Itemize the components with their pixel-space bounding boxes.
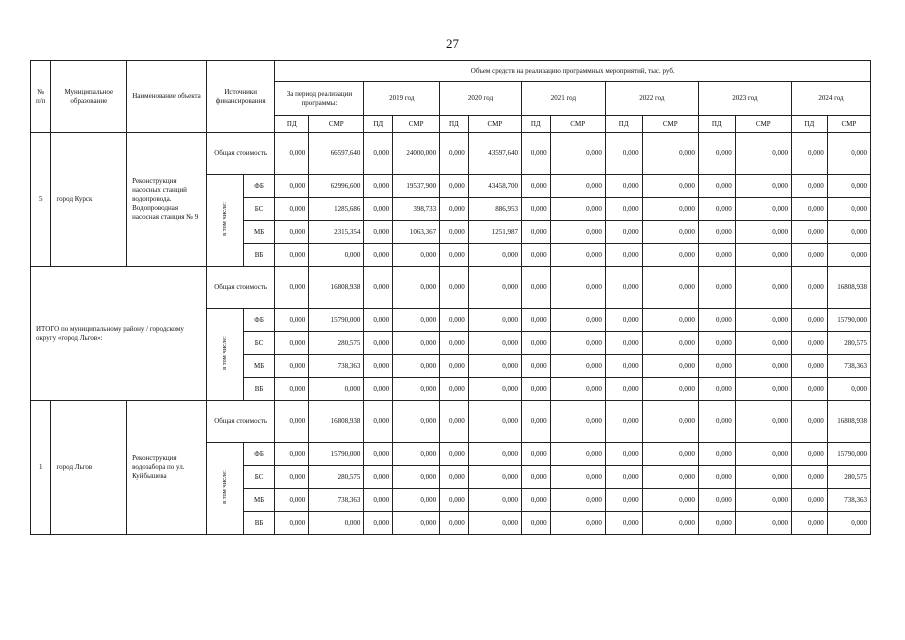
value-cell: 0,000 bbox=[791, 244, 827, 267]
value-cell: 0,000 bbox=[827, 378, 870, 401]
value-cell: 0,000 bbox=[440, 221, 469, 244]
value-cell: 0,000 bbox=[735, 267, 791, 309]
value-cell: 43597,640 bbox=[468, 133, 521, 175]
value-cell: 0,000 bbox=[605, 401, 642, 443]
value-cell: 0,000 bbox=[521, 466, 550, 489]
value-cell: 0,000 bbox=[605, 175, 642, 198]
including-label: в том числе: bbox=[221, 202, 229, 236]
value-cell: 0,000 bbox=[521, 355, 550, 378]
source-label: БС bbox=[243, 466, 275, 489]
value-cell: 0,000 bbox=[827, 512, 870, 535]
value-cell: 0,000 bbox=[364, 198, 393, 221]
value-cell: 280,575 bbox=[827, 466, 870, 489]
value-cell: 0,000 bbox=[642, 309, 698, 332]
value-cell: 0,000 bbox=[642, 267, 698, 309]
value-cell: 0,000 bbox=[698, 244, 735, 267]
value-cell: 0,000 bbox=[364, 378, 393, 401]
value-cell: 0,000 bbox=[521, 267, 550, 309]
value-cell: 0,000 bbox=[393, 466, 440, 489]
value-cell: 0,000 bbox=[698, 332, 735, 355]
value-cell: 738,363 bbox=[827, 489, 870, 512]
value-cell: 0,000 bbox=[521, 332, 550, 355]
value-cell: 0,000 bbox=[364, 466, 393, 489]
value-cell: 0,000 bbox=[698, 489, 735, 512]
value-cell: 0,000 bbox=[393, 512, 440, 535]
value-cell: 0,000 bbox=[309, 512, 364, 535]
value-cell: 0,000 bbox=[468, 443, 521, 466]
value-cell: 0,000 bbox=[440, 401, 469, 443]
value-cell: 2315,354 bbox=[309, 221, 364, 244]
value-cell: 0,000 bbox=[521, 309, 550, 332]
value-cell: 0,000 bbox=[642, 443, 698, 466]
value-cell: 0,000 bbox=[698, 309, 735, 332]
value-cell: 0,000 bbox=[440, 489, 469, 512]
value-cell: 0,000 bbox=[791, 466, 827, 489]
value-cell: 0,000 bbox=[393, 267, 440, 309]
value-cell: 0,000 bbox=[440, 332, 469, 355]
value-cell: 280,575 bbox=[309, 466, 364, 489]
value-cell: 0,000 bbox=[735, 133, 791, 175]
value-cell: 0,000 bbox=[698, 443, 735, 466]
source-label: ФБ bbox=[243, 175, 275, 198]
value-cell: 19537,900 bbox=[393, 175, 440, 198]
value-cell: 0,000 bbox=[605, 133, 642, 175]
value-cell: 0,000 bbox=[550, 267, 605, 309]
header-period: За период реализации программы: bbox=[275, 82, 364, 116]
header-pd: ПД bbox=[440, 116, 469, 133]
value-cell: 0,000 bbox=[364, 309, 393, 332]
value-cell: 0,000 bbox=[364, 355, 393, 378]
value-cell: 0,000 bbox=[698, 133, 735, 175]
value-cell: 0,000 bbox=[468, 489, 521, 512]
value-cell: 0,000 bbox=[698, 355, 735, 378]
value-cell: 0,000 bbox=[827, 244, 870, 267]
value-cell: 0,000 bbox=[275, 443, 309, 466]
value-cell: 0,000 bbox=[393, 355, 440, 378]
value-cell: 0,000 bbox=[550, 244, 605, 267]
value-cell: 0,000 bbox=[735, 512, 791, 535]
including-label-cell bbox=[206, 309, 243, 401]
value-cell: 0,000 bbox=[827, 133, 870, 175]
cell-num: 5 bbox=[31, 133, 51, 267]
value-cell: 0,000 bbox=[642, 221, 698, 244]
value-cell: 0,000 bbox=[393, 489, 440, 512]
value-cell: 0,000 bbox=[642, 489, 698, 512]
value-cell: 0,000 bbox=[605, 267, 642, 309]
value-cell: 0,000 bbox=[521, 133, 550, 175]
header-year: 2019 год bbox=[364, 82, 440, 116]
value-cell: 0,000 bbox=[605, 355, 642, 378]
header-year: 2022 год bbox=[605, 82, 698, 116]
value-cell: 0,000 bbox=[698, 378, 735, 401]
source-label: МБ bbox=[243, 489, 275, 512]
value-cell: 0,000 bbox=[364, 244, 393, 267]
value-cell: 0,000 bbox=[698, 401, 735, 443]
value-cell: 0,000 bbox=[440, 512, 469, 535]
value-cell: 0,000 bbox=[393, 443, 440, 466]
value-cell: 0,000 bbox=[605, 198, 642, 221]
total-cost-label: Общая стоимость bbox=[206, 401, 275, 443]
value-cell: 1251,987 bbox=[468, 221, 521, 244]
including-label-cell bbox=[206, 175, 243, 267]
value-cell: 1285,686 bbox=[309, 198, 364, 221]
value-cell: 0,000 bbox=[735, 332, 791, 355]
value-cell: 0,000 bbox=[550, 378, 605, 401]
value-cell: 0,000 bbox=[698, 198, 735, 221]
value-cell: 0,000 bbox=[550, 133, 605, 175]
value-cell: 0,000 bbox=[605, 512, 642, 535]
value-cell: 0,000 bbox=[550, 309, 605, 332]
value-cell: 0,000 bbox=[735, 466, 791, 489]
value-cell: 0,000 bbox=[698, 175, 735, 198]
value-cell: 0,000 bbox=[827, 221, 870, 244]
value-cell: 0,000 bbox=[275, 378, 309, 401]
source-label: ВБ bbox=[243, 378, 275, 401]
value-cell: 0,000 bbox=[468, 332, 521, 355]
value-cell: 280,575 bbox=[827, 332, 870, 355]
value-cell: 0,000 bbox=[735, 443, 791, 466]
value-cell: 398,733 bbox=[393, 198, 440, 221]
value-cell: 0,000 bbox=[735, 309, 791, 332]
header-pd: ПД bbox=[364, 116, 393, 133]
value-cell: 0,000 bbox=[468, 466, 521, 489]
value-cell: 0,000 bbox=[642, 401, 698, 443]
itogo-label: ИТОГО по муниципальному району / городскому округу «город Льгов»: bbox=[31, 267, 207, 401]
value-cell: 15790,000 bbox=[309, 443, 364, 466]
value-cell: 0,000 bbox=[521, 221, 550, 244]
value-cell: 0,000 bbox=[735, 489, 791, 512]
value-cell: 0,000 bbox=[605, 489, 642, 512]
value-cell: 0,000 bbox=[791, 401, 827, 443]
value-cell: 0,000 bbox=[364, 221, 393, 244]
source-label: ФБ bbox=[243, 443, 275, 466]
value-cell: 0,000 bbox=[364, 512, 393, 535]
header-smr: СМР bbox=[550, 116, 605, 133]
total-cost-label: Общая стоимость bbox=[206, 267, 275, 309]
value-cell: 0,000 bbox=[698, 221, 735, 244]
including-label: в том числе: bbox=[221, 336, 229, 370]
value-cell: 0,000 bbox=[275, 401, 309, 443]
source-label: ВБ bbox=[243, 244, 275, 267]
value-cell: 0,000 bbox=[521, 512, 550, 535]
header-year: 2020 год bbox=[440, 82, 522, 116]
table-row bbox=[31, 133, 871, 175]
value-cell: 0,000 bbox=[521, 175, 550, 198]
value-cell: 0,000 bbox=[468, 512, 521, 535]
value-cell: 0,000 bbox=[468, 355, 521, 378]
value-cell: 0,000 bbox=[275, 221, 309, 244]
value-cell: 0,000 bbox=[393, 309, 440, 332]
value-cell: 0,000 bbox=[791, 512, 827, 535]
value-cell: 0,000 bbox=[521, 401, 550, 443]
value-cell: 0,000 bbox=[642, 244, 698, 267]
value-cell: 0,000 bbox=[791, 198, 827, 221]
value-cell: 738,363 bbox=[309, 355, 364, 378]
source-label: ВБ bbox=[243, 512, 275, 535]
value-cell: 15790,000 bbox=[827, 443, 870, 466]
value-cell: 0,000 bbox=[642, 378, 698, 401]
value-cell: 0,000 bbox=[605, 332, 642, 355]
value-cell: 0,000 bbox=[521, 244, 550, 267]
value-cell: 0,000 bbox=[440, 378, 469, 401]
value-cell: 66597,640 bbox=[309, 133, 364, 175]
value-cell: 0,000 bbox=[440, 466, 469, 489]
source-label: МБ bbox=[243, 221, 275, 244]
value-cell: 0,000 bbox=[791, 133, 827, 175]
value-cell: 0,000 bbox=[393, 401, 440, 443]
value-cell: 0,000 bbox=[550, 512, 605, 535]
value-cell: 0,000 bbox=[275, 466, 309, 489]
value-cell: 62996,600 bbox=[309, 175, 364, 198]
value-cell: 0,000 bbox=[791, 309, 827, 332]
value-cell: 0,000 bbox=[275, 133, 309, 175]
value-cell: 0,000 bbox=[521, 198, 550, 221]
value-cell: 0,000 bbox=[642, 466, 698, 489]
value-cell: 16808,938 bbox=[827, 267, 870, 309]
table-row bbox=[31, 401, 871, 443]
value-cell: 0,000 bbox=[309, 378, 364, 401]
value-cell: 0,000 bbox=[642, 355, 698, 378]
source-label: БС bbox=[243, 198, 275, 221]
header-smr: СМР bbox=[393, 116, 440, 133]
value-cell: 0,000 bbox=[698, 267, 735, 309]
value-cell: 16808,938 bbox=[309, 401, 364, 443]
value-cell: 0,000 bbox=[275, 332, 309, 355]
header-municipality: Муниципальное образование bbox=[51, 61, 127, 133]
value-cell: 0,000 bbox=[791, 175, 827, 198]
value-cell: 0,000 bbox=[393, 378, 440, 401]
header-sources: Источники финансирования bbox=[206, 61, 275, 133]
value-cell: 0,000 bbox=[605, 244, 642, 267]
value-cell: 0,000 bbox=[698, 466, 735, 489]
header-row-1 bbox=[31, 61, 871, 82]
value-cell: 0,000 bbox=[364, 267, 393, 309]
cell-municipality: город Льгов bbox=[51, 401, 127, 535]
value-cell: 0,000 bbox=[735, 401, 791, 443]
header-num: № п/п bbox=[31, 61, 51, 133]
value-cell: 0,000 bbox=[393, 332, 440, 355]
value-cell: 280,575 bbox=[309, 332, 364, 355]
header-pd: ПД bbox=[275, 116, 309, 133]
value-cell: 0,000 bbox=[642, 175, 698, 198]
value-cell: 0,000 bbox=[827, 198, 870, 221]
value-cell: 0,000 bbox=[468, 378, 521, 401]
value-cell: 0,000 bbox=[735, 221, 791, 244]
value-cell: 0,000 bbox=[605, 466, 642, 489]
value-cell: 0,000 bbox=[550, 401, 605, 443]
value-cell: 15790,000 bbox=[309, 309, 364, 332]
value-cell: 0,000 bbox=[468, 244, 521, 267]
value-cell: 0,000 bbox=[364, 443, 393, 466]
value-cell: 0,000 bbox=[440, 355, 469, 378]
cell-municipality: город Курск bbox=[51, 133, 127, 267]
value-cell: 0,000 bbox=[550, 489, 605, 512]
value-cell: 0,000 bbox=[791, 332, 827, 355]
value-cell: 0,000 bbox=[550, 175, 605, 198]
value-cell: 24000,000 bbox=[393, 133, 440, 175]
value-cell: 16808,938 bbox=[309, 267, 364, 309]
header-year: 2023 год bbox=[698, 82, 791, 116]
value-cell: 0,000 bbox=[440, 244, 469, 267]
value-cell: 0,000 bbox=[275, 489, 309, 512]
including-label-cell bbox=[206, 443, 243, 535]
source-label: ФБ bbox=[243, 309, 275, 332]
value-cell: 0,000 bbox=[364, 175, 393, 198]
value-cell: 0,000 bbox=[698, 512, 735, 535]
header-pd: ПД bbox=[791, 116, 827, 133]
value-cell: 43458,700 bbox=[468, 175, 521, 198]
source-label: БС bbox=[243, 332, 275, 355]
value-cell: 0,000 bbox=[642, 198, 698, 221]
value-cell: 0,000 bbox=[791, 355, 827, 378]
header-smr: СМР bbox=[309, 116, 364, 133]
value-cell: 16808,938 bbox=[827, 401, 870, 443]
header-smr: СМР bbox=[468, 116, 521, 133]
value-cell: 0,000 bbox=[440, 267, 469, 309]
value-cell: 0,000 bbox=[468, 401, 521, 443]
header-smr: СМР bbox=[827, 116, 870, 133]
value-cell: 0,000 bbox=[440, 198, 469, 221]
value-cell: 0,000 bbox=[275, 267, 309, 309]
value-cell: 0,000 bbox=[642, 133, 698, 175]
value-cell: 0,000 bbox=[827, 175, 870, 198]
value-cell: 0,000 bbox=[605, 221, 642, 244]
value-cell: 0,000 bbox=[275, 244, 309, 267]
header-object-name: Наименование объекта bbox=[127, 61, 207, 133]
value-cell: 0,000 bbox=[605, 378, 642, 401]
value-cell: 0,000 bbox=[791, 267, 827, 309]
source-label: МБ bbox=[243, 355, 275, 378]
value-cell: 0,000 bbox=[521, 443, 550, 466]
value-cell: 0,000 bbox=[521, 489, 550, 512]
value-cell: 0,000 bbox=[440, 175, 469, 198]
value-cell: 0,000 bbox=[642, 332, 698, 355]
cell-object-name: Реконструкция водозабора по ул. Куйбышева bbox=[127, 401, 207, 535]
header-smr: СМР bbox=[735, 116, 791, 133]
value-cell: 0,000 bbox=[275, 355, 309, 378]
value-cell: 0,000 bbox=[605, 309, 642, 332]
value-cell: 886,953 bbox=[468, 198, 521, 221]
cell-object-name: Реконструкция насосных станций водопровода. Водопроводная насосная станция № 9 bbox=[127, 133, 207, 267]
budget-table bbox=[30, 60, 871, 535]
total-cost-label: Общая стоимость bbox=[206, 133, 275, 175]
value-cell: 0,000 bbox=[275, 512, 309, 535]
value-cell: 0,000 bbox=[440, 443, 469, 466]
value-cell: 0,000 bbox=[364, 332, 393, 355]
value-cell: 0,000 bbox=[791, 221, 827, 244]
value-cell: 0,000 bbox=[309, 244, 364, 267]
value-cell: 0,000 bbox=[275, 309, 309, 332]
value-cell: 1063,367 bbox=[393, 221, 440, 244]
value-cell: 0,000 bbox=[735, 378, 791, 401]
value-cell: 0,000 bbox=[791, 378, 827, 401]
value-cell: 0,000 bbox=[791, 443, 827, 466]
value-cell: 0,000 bbox=[550, 332, 605, 355]
value-cell: 0,000 bbox=[735, 244, 791, 267]
header-year: 2021 год bbox=[521, 82, 605, 116]
value-cell: 0,000 bbox=[440, 133, 469, 175]
page-number: 27 bbox=[446, 36, 459, 51]
value-cell: 0,000 bbox=[550, 466, 605, 489]
value-cell: 0,000 bbox=[364, 133, 393, 175]
value-cell: 0,000 bbox=[791, 489, 827, 512]
header-pd: ПД bbox=[698, 116, 735, 133]
header-year: 2024 год bbox=[791, 82, 870, 116]
including-label: в том числе: bbox=[221, 470, 229, 504]
value-cell: 0,000 bbox=[275, 175, 309, 198]
table-row bbox=[31, 267, 871, 309]
value-cell: 0,000 bbox=[735, 198, 791, 221]
value-cell: 0,000 bbox=[550, 355, 605, 378]
value-cell: 0,000 bbox=[605, 443, 642, 466]
value-cell: 0,000 bbox=[735, 355, 791, 378]
value-cell: 0,000 bbox=[521, 378, 550, 401]
value-cell: 0,000 bbox=[440, 309, 469, 332]
value-cell: 0,000 bbox=[642, 512, 698, 535]
value-cell: 0,000 bbox=[468, 267, 521, 309]
value-cell: 15790,000 bbox=[827, 309, 870, 332]
value-cell: 0,000 bbox=[550, 443, 605, 466]
value-cell: 738,363 bbox=[309, 489, 364, 512]
value-cell: 0,000 bbox=[735, 175, 791, 198]
value-cell: 0,000 bbox=[364, 401, 393, 443]
value-cell: 0,000 bbox=[364, 489, 393, 512]
value-cell: 0,000 bbox=[393, 244, 440, 267]
value-cell: 0,000 bbox=[275, 198, 309, 221]
value-cell: 0,000 bbox=[550, 221, 605, 244]
value-cell: 0,000 bbox=[468, 309, 521, 332]
header-volume: Объем средств на реализацию программных мероприятий, тыс. руб. bbox=[275, 61, 871, 82]
header-pd: ПД bbox=[605, 116, 642, 133]
value-cell: 738,363 bbox=[827, 355, 870, 378]
cell-num: 1 bbox=[31, 401, 51, 535]
header-pd: ПД bbox=[521, 116, 550, 133]
value-cell: 0,000 bbox=[550, 198, 605, 221]
header-smr: СМР bbox=[642, 116, 698, 133]
